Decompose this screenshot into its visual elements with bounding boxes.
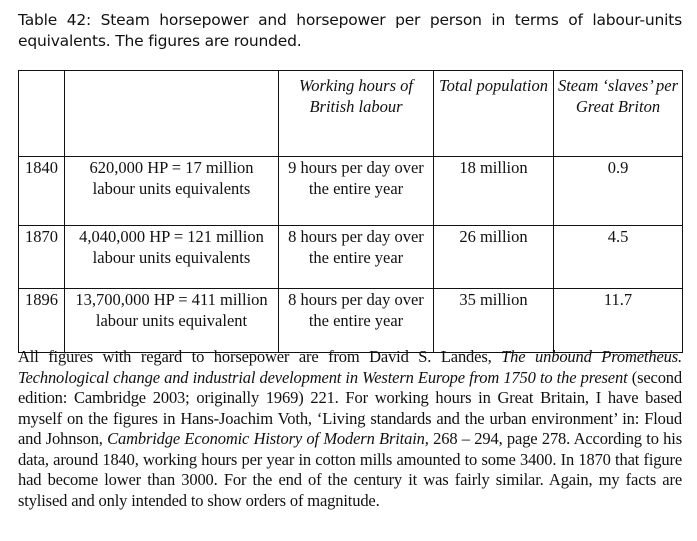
header-year-blank <box>19 71 65 157</box>
row-horsepower: 4,040,000 HP = 121 million labour units equivalents <box>65 226 279 289</box>
row-working-hours: 8 hours per day over the entire year <box>279 226 434 289</box>
row-horsepower: 13,700,000 HP = 411 million labour units equivalent <box>65 289 279 353</box>
row-year: 1870 <box>19 226 65 289</box>
row-working-hours: 8 hours per day over the entire year <box>279 289 434 353</box>
header-total-population: Total population <box>434 71 554 157</box>
row-steam-slaves: 4.5 <box>554 226 683 289</box>
row-year: 1840 <box>19 157 65 226</box>
table-row <box>19 157 683 226</box>
row-working-hours: 9 hours per day over the entire year <box>279 157 434 226</box>
footnote-title-cambridge: Cambridge Economic History of Modern Britain, <box>107 429 429 448</box>
footnote-text-1: All figures with regard to horsepower are from David S. Landes, <box>18 347 502 366</box>
table-footnote <box>18 347 682 511</box>
row-steam-slaves: 0.9 <box>554 157 683 226</box>
row-steam-slaves: 11.7 <box>554 289 683 353</box>
footnote-title-landes: The unbound Prometheus. Technological change and industrial development in Western Europe from 1750 to the present <box>18 347 682 387</box>
header-working-hours: Working hours of British labour <box>279 71 434 157</box>
row-population: 18 million <box>434 157 554 226</box>
header-steam-slaves: Steam ‘slaves’ per Great Briton <box>554 71 683 157</box>
table-row <box>19 226 683 289</box>
row-population: 26 million <box>434 226 554 289</box>
table-caption: Table 42: Steam horsepower and horsepower per person in terms of labour-units equivalents. The figures are rounded. <box>18 11 682 50</box>
row-horsepower: 620,000 HP = 17 million labour units equivalents <box>65 157 279 226</box>
horsepower-table <box>18 70 683 353</box>
table-header-row <box>19 71 683 157</box>
row-year: 1896 <box>19 289 65 353</box>
row-population: 35 million <box>434 289 554 353</box>
header-horsepower-blank <box>65 71 279 157</box>
table-row <box>19 289 683 353</box>
footnote-text-2: (second edition: Cambridge 2003; originally 1969) 221. For working hours in Great Britain, I have based myself on the figures in Hans-Joachim Voth, ‘Living standards and the urban environment’ in: Floud and Johnson, <box>18 367 682 448</box>
footnote-text-3: 268 – 294, page 278. According to his data, around 1840, working hours per year in cotton mills amounted to some 3400. In 1870 that figure had become lower than 3000. For the end of the century it was fairly similar. Again, my facts are stylised and only intended to show orders of magnitude. <box>18 429 682 510</box>
